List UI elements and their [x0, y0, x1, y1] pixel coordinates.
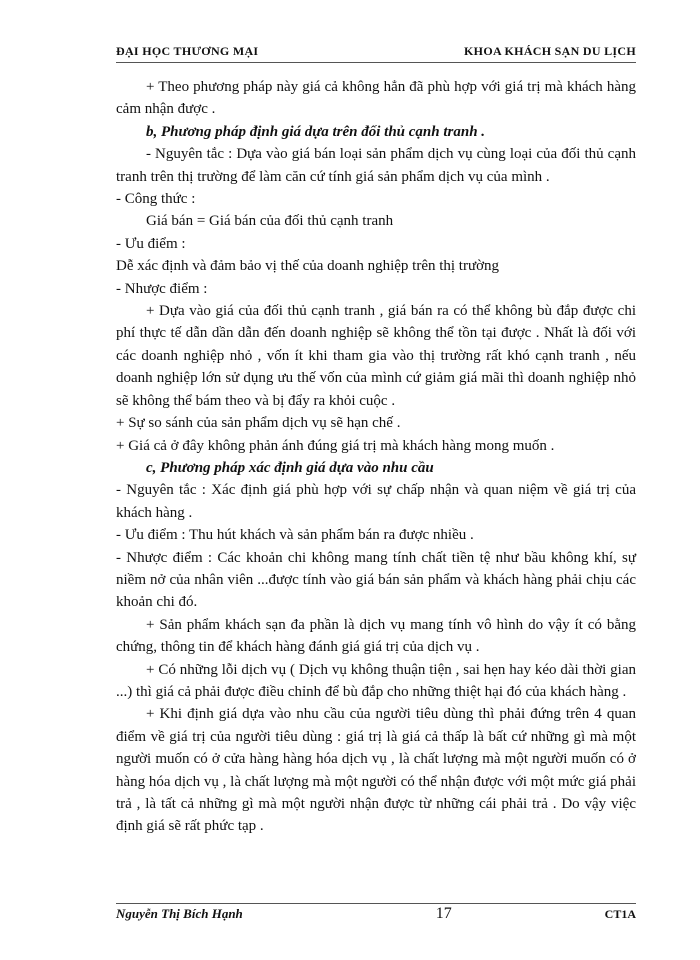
page-header	[116, 44, 636, 59]
paragraph: - Nguyên tắc : Dựa vào giá bán loại sản phẩm dịch vụ cùng loại của đối thủ cạnh tranh trên thị trường để làm căn cứ tính giá sản phẩm dịch vụ của mình .	[116, 146, 636, 185]
page-number: 17	[435, 905, 452, 922]
header-divider	[116, 62, 636, 63]
class-code: CT1A	[604, 907, 636, 921]
document-body	[116, 76, 636, 838]
paragraph: Dễ xác định và đảm bảo vị thế của doanh nghiệp trên thị trường	[116, 258, 500, 275]
formula: Giá bán = Giá bán của đối thủ cạnh tranh	[146, 213, 394, 230]
paragraph: + Sản phẩm khách sạn đa phần là dịch vụ mang tính vô hình do vậy ít có bằng chứng, thông tin để khách hàng đánh giá giá trị của dịch vụ .	[116, 616, 636, 656]
paragraph: - Nhược điểm : Các khoản chi không mang tính chất tiền tệ như bầu không khí, sự niềm nở của nhân viên ...được tính vào giá bán sản phẩm và khách hàng phải chịu các khoản chi đó.	[116, 549, 636, 611]
section-heading-b: b, Phương pháp định giá dựa trên đối thủ cạnh tranh .	[146, 123, 486, 140]
author-name: Nguyễn Thị Bích Hạnh	[116, 906, 243, 921]
paragraph: - Công thức :	[116, 191, 196, 208]
paragraph: + Sự so sánh của sản phẩm dịch vụ sẽ hạn chế .	[116, 415, 401, 432]
paragraph: + Khi định giá dựa vào nhu cầu của người tiêu dùng thì phải đứng trên 4 quan điểm về giá trị của người tiêu dùng : giá trị là giá cả thấp là bất cứ những gì mà một người muốn có ở cửa hàng hàng hóa dịch vụ , là chất lượng mà một người muốn có ở hàng hóa dịch vụ , là chất lượng mà một người có thể nhận được với một mức giá phải trả , là tất cả những gì mà một người nhận được từ những cái phải trả . Do vậy việc định giá sẽ rất phức tạp .	[116, 706, 636, 835]
paragraph: + Dựa vào giá của đối thủ cạnh tranh , giá bán ra có thể không bù đắp được chi phí thực tế dẫn dần dẫn đến doanh nghiệp sẽ không thể tồn tại được . Nhất là đối với các doanh nghiệp nhỏ , vốn ít khi tham gia vào thị trường rất khó cạnh tranh , nếu doanh nghiệp lớn sử dụng ưu thế vốn của mình cứ giảm giá mãi thì doanh nghiệp nhỏ sẽ không thể bám theo và bị đẩy ra khỏi cuộc .	[116, 303, 636, 409]
section-heading-c: c, Phương pháp xác định giá dựa vào nhu cầu	[146, 459, 434, 476]
page-footer	[116, 905, 636, 923]
header-faculty: KHOA KHÁCH SẠN DU LỊCH	[464, 44, 636, 58]
footer-divider	[116, 903, 636, 904]
paragraph: + Có những lỗi dịch vụ ( Dịch vụ không thuận tiện , sai hẹn hay kéo dài thời gian ...) thì giá cả phải được điều chỉnh để bù đắp cho những thiệt hại đó của khách hàng .	[116, 661, 636, 700]
paragraph: + Giá cả ở đây không phản ánh đúng giá trị mà khách hàng mong muốn .	[116, 437, 555, 454]
paragraph: - Ưu điểm : Thu hút khách và sản phẩm bán ra được nhiều .	[116, 527, 474, 544]
paragraph: - Ưu điểm :	[116, 235, 186, 252]
paragraph: - Nhược điểm :	[116, 280, 208, 297]
paragraph: + Theo phương pháp này giá cả không hẳn đã phù hợp với giá trị mà khách hàng cảm nhận được .	[116, 79, 636, 118]
header-university: ĐẠI HỌC THƯƠNG MẠI	[116, 44, 259, 58]
paragraph: - Nguyên tắc : Xác định giá phù hợp với sự chấp nhận và quan niệm về giá trị của khách hàng .	[116, 482, 636, 521]
